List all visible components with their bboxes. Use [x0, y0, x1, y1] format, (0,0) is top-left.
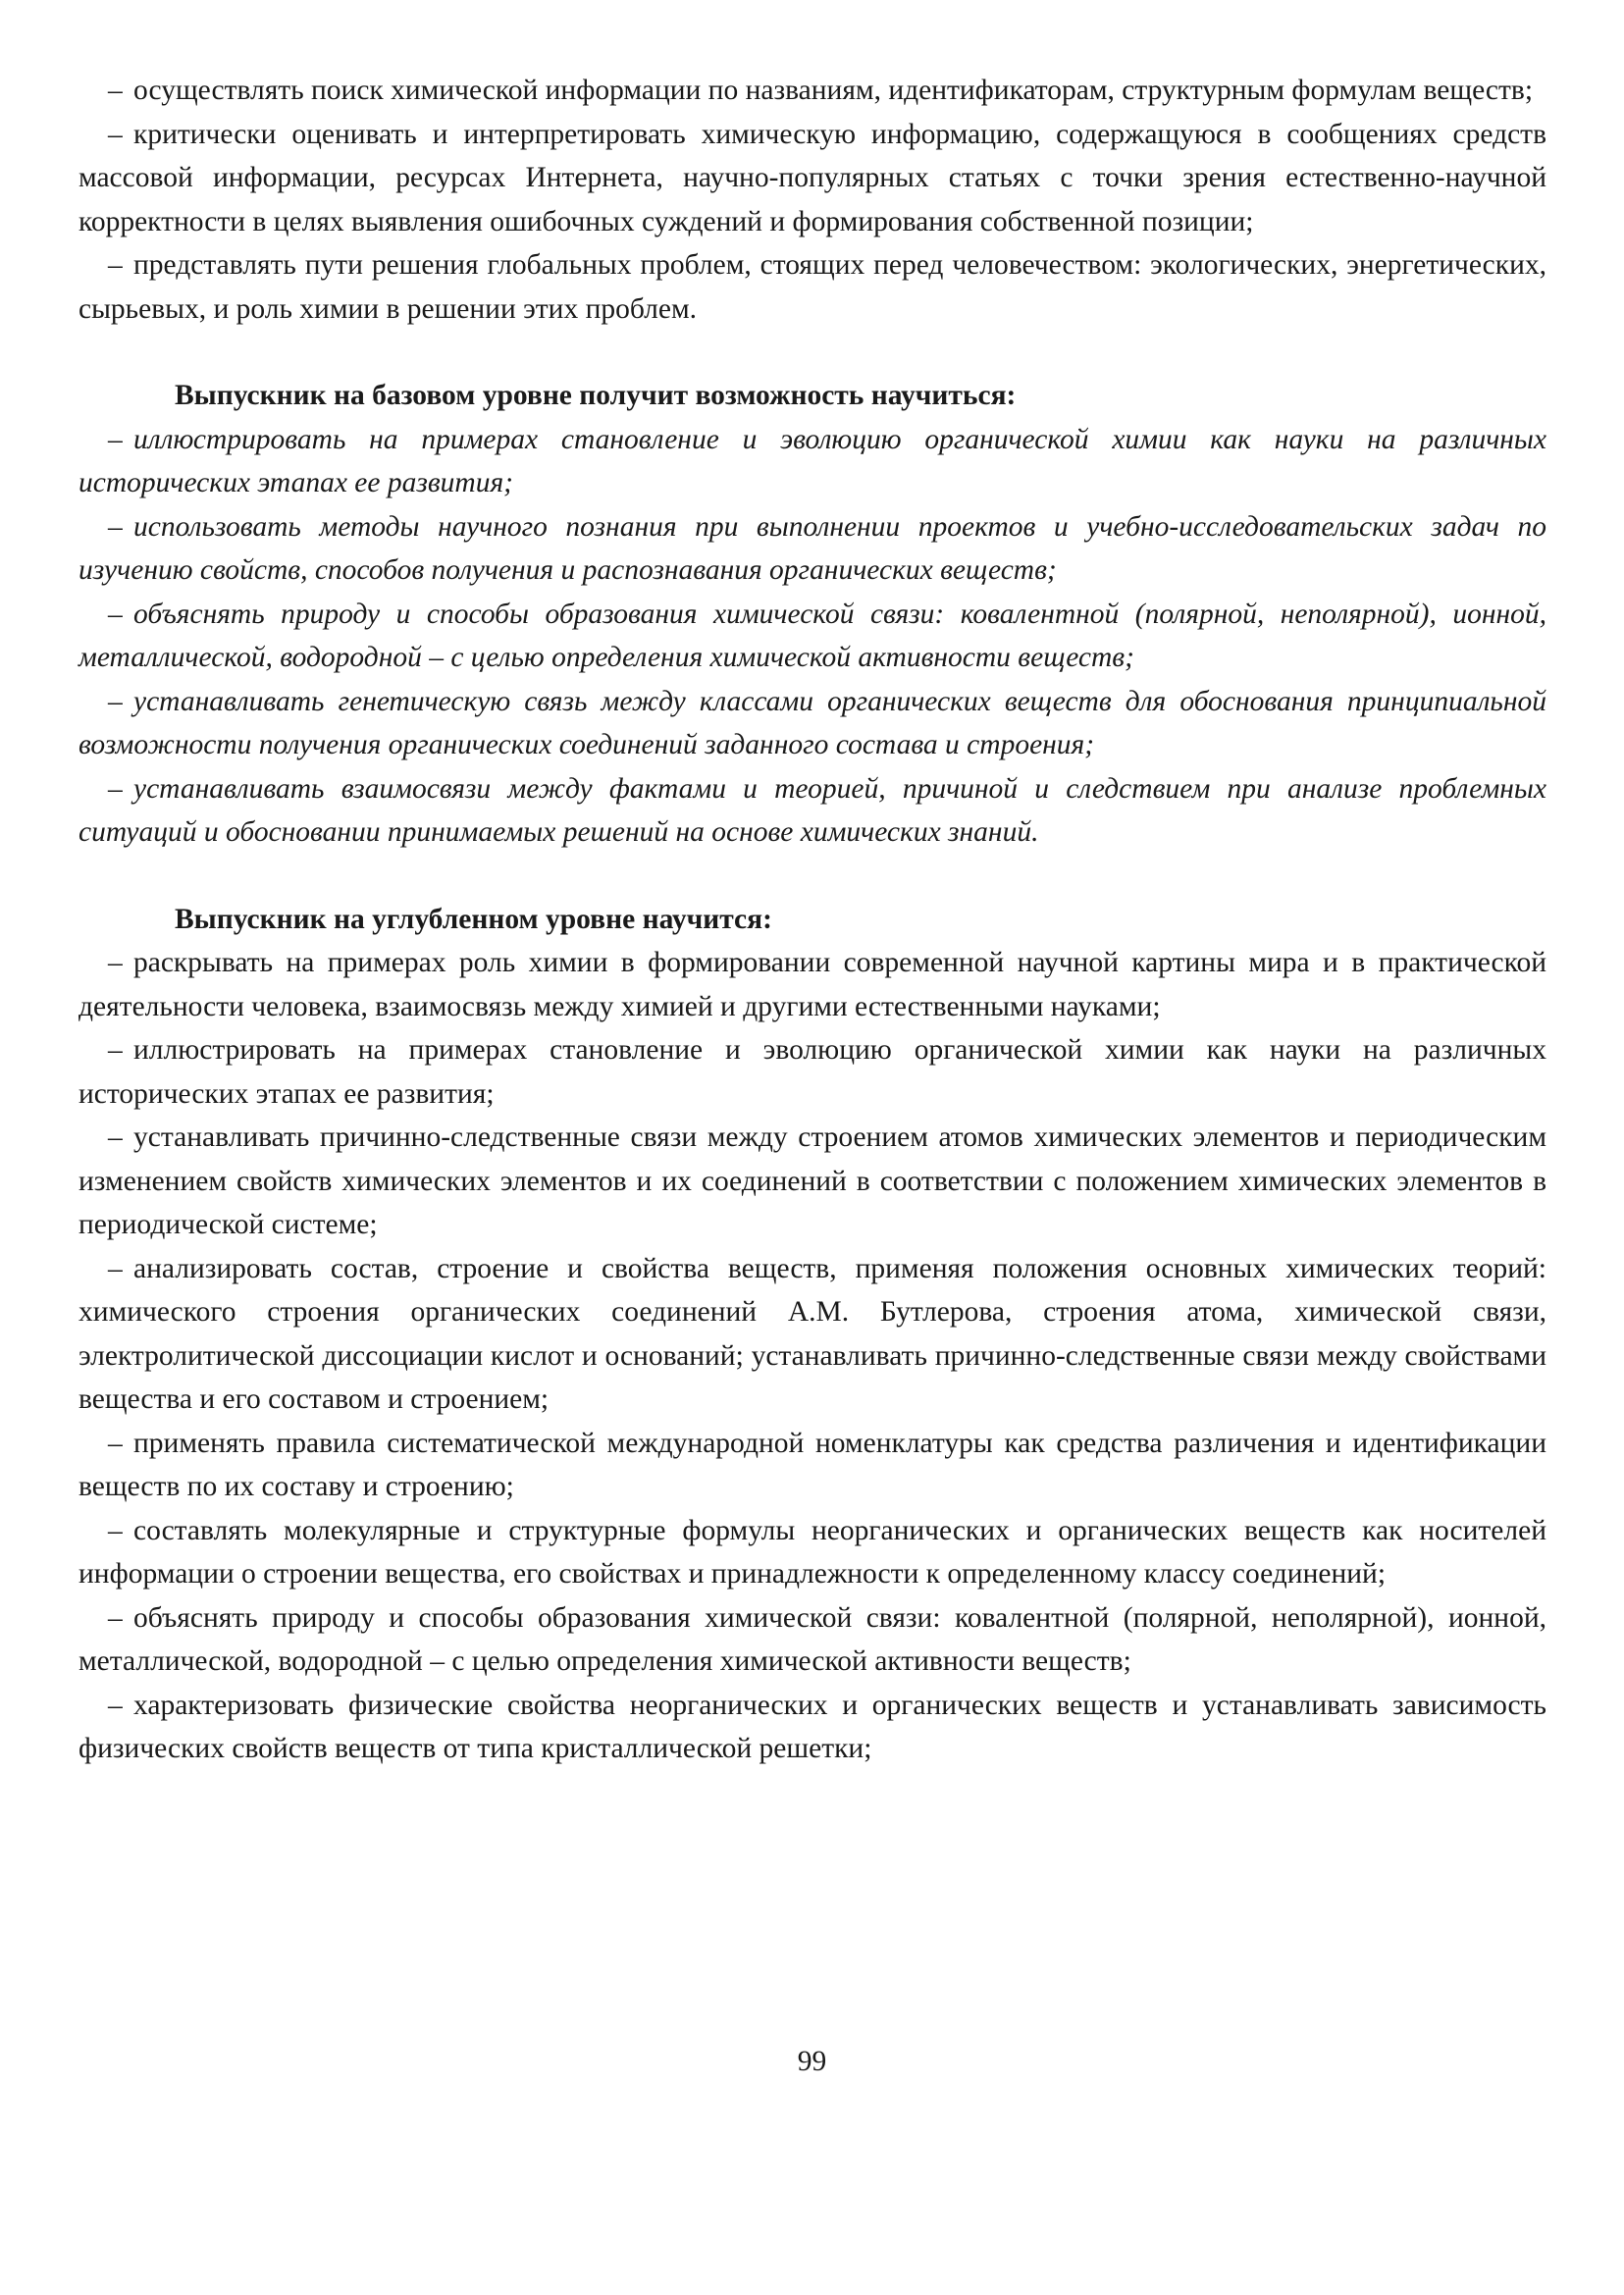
list-item-text: устанавливать причинно-следственные связи между строением атомов химических элементов и периодическим изменением свойств химических элементов и их соединений в соответствии с положением химических элементов в периодической системе; — [79, 1121, 1546, 1240]
list-item-text: анализировать состав, строение и свойства веществ, применяя положения основных химических теорий: химического строения органических соединений А.М. Бутлерова, строения атома, химической связи, электролитической диссоциации кислот и оснований; устанавливать причинно-следственные связи между свойствами вещества и его составом и строением; — [79, 1252, 1546, 1415]
dash-marker: – — [108, 1034, 123, 1066]
list-item-text: использовать методы научного познания при выполнении проектов и учебно-исследовательских задач по изучению свойств, способов получения и распознавания органических веществ; — [79, 510, 1546, 586]
page-number: 99 — [797, 2046, 827, 2077]
list-item — [79, 505, 1546, 593]
list-item — [79, 1684, 1546, 1771]
list-item-text: раскрывать на примерах роль химии в формировании современной научной картины мира и в практической деятельности человека, взаимосвязь между химией и другими естественными науками; — [79, 947, 1546, 1022]
list-item — [79, 113, 1546, 244]
dash-marker: – — [108, 772, 123, 805]
advanced-level-section — [79, 898, 1546, 1771]
list-item-text: применять правила систематической международной номенклатуры как средства различения и идентификации веществ по их составу и строению; — [79, 1427, 1546, 1502]
list-item — [79, 1422, 1546, 1509]
dash-marker: – — [108, 685, 123, 717]
dash-marker: – — [108, 249, 123, 281]
dash-marker: – — [108, 1121, 123, 1153]
list-item — [79, 767, 1546, 855]
list-item — [79, 1028, 1546, 1116]
dash-marker: – — [108, 947, 123, 978]
list-item — [79, 418, 1546, 505]
basic-level-section — [79, 374, 1546, 855]
list-item — [79, 1596, 1546, 1684]
list-item — [79, 1247, 1546, 1422]
list-item-text: характеризовать физические свойства неорганических и органических веществ и устанавливать зависимость физических свойств веществ от типа кристаллической решетки; — [79, 1689, 1546, 1764]
list-item — [79, 243, 1546, 331]
list-item-text: устанавливать генетическую связь между классами органических веществ для обоснования принципиальной возможности получения органических соединений заданного состава и строения; — [79, 685, 1546, 760]
list-item-text: представлять пути решения глобальных проблем, стоящих перед человечеством: экологических, энергетических, сырьевых, и роль химии в решении этих проблем. — [79, 249, 1546, 325]
dash-marker: – — [108, 75, 123, 106]
list-item — [79, 1509, 1546, 1596]
dash-marker: – — [108, 1514, 123, 1546]
list-item-text: иллюстрировать на примерах становление и эволюцию органической химии как науки на различных исторических этапах ее развития; — [79, 423, 1546, 498]
section-heading: Выпускник на базовом уровне получит возможность научиться: — [175, 380, 1017, 411]
dash-marker: – — [108, 1689, 123, 1721]
top-list — [79, 69, 1546, 331]
list-item-text: объяснять природу и способы образования химической связи: ковалентной (полярной, неполярной), ионной, металлической, водородной – с целью определения химической активности веществ; — [79, 598, 1546, 673]
list-item-text: критически оценивать и интерпретировать химическую информацию, содержащуюся в сообщениях средств массовой информации, ресурсах Интернета, научно-популярных статьях с точки зрения естественно-научной корректности в целях выявления ошибочных суждений и формирования собственной позиции; — [79, 118, 1546, 237]
list-item — [79, 680, 1546, 767]
document-page — [79, 69, 1546, 1771]
list-item-text: осуществлять поиск химической информации по названиям, идентификаторам, структурным формулам веществ; — [133, 75, 1534, 106]
dash-marker: – — [108, 118, 123, 150]
list-item — [79, 593, 1546, 680]
dash-marker: – — [108, 510, 123, 543]
dash-marker: – — [108, 1427, 123, 1459]
dash-marker: – — [108, 423, 123, 455]
list-item-text: объяснять природу и способы образования химической связи: ковалентной (полярной, неполярной), ионной, металлической, водородной – с целью определения химической активности веществ; — [79, 1601, 1546, 1677]
list-item-text: иллюстрировать на примерах становление и эволюцию органической химии как науки на различных исторических этапах ее развития; — [79, 1034, 1546, 1110]
list-item — [79, 1116, 1546, 1247]
list-item-text: составлять молекулярные и структурные формулы неорганических и органических веществ как носителей информации о строении вещества, его свойствах и принадлежности к определенному классу соединений; — [79, 1514, 1546, 1590]
section-heading: Выпускник на углубленном уровне научится: — [175, 903, 772, 935]
list-item-text: устанавливать взаимосвязи между фактами и теорией, причиной и следствием при анализе проблемных ситуаций и обосновании принимаемых решений на основе химических знаний. — [79, 772, 1546, 848]
dash-marker: – — [108, 598, 123, 630]
dash-marker: – — [108, 1601, 123, 1634]
list-item — [79, 69, 1546, 113]
dash-marker: – — [108, 1252, 123, 1284]
list-item — [79, 941, 1546, 1028]
